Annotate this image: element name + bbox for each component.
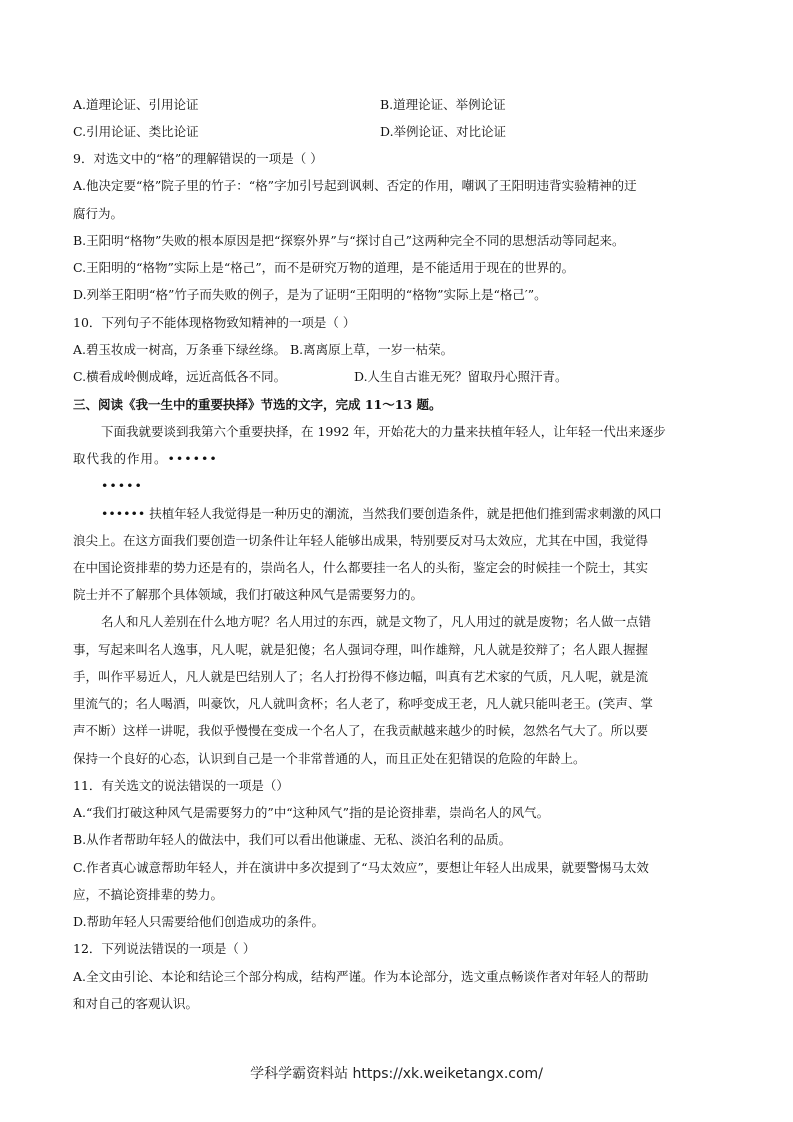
q8-option-c: C.引用论证、类比论证 [73,124,199,139]
q11-option-c-line1: C.作者真心诚意帮助年轻人，并在演讲中多次提到了“马太效应”，要想让年轻人出成果，就要警惕马太效 [73,860,649,875]
q12-option-a-line1: A.全文由引论、本论和结论三个部分构成，结构严谨。作为本论部分，选文重点畅谈作者对年轻人的帮助 [73,969,649,984]
paragraph-2-line1: •••••• 扶植年轻人我觉得是一种历史的潮流，当然我们要创造条件，就是把他们推到需求刺激的风口 [101,506,662,521]
paragraph-3-line5: 声不断）这样一讲呢，我似乎慢慢在变成一个名人了，在我贡献越来越少的时候，忽然名气大了。所以要 [73,723,649,738]
paragraph-1-line2: 取代我的作用。•••••• [73,451,218,466]
q10-option-d: D.人生自古谁无死？留取丹心照汗青。 [354,369,568,384]
q11-option-a: A.“我们打破这种风气是需要努力的”中“这种风气”指的是论资排辈，崇尚名人的风气。 [73,805,550,820]
paragraph-2-line4: 院士并不了解那个具体领域，我们打破这种风气是需要努力的。 [73,587,424,602]
paragraph-3-line2: 事，写起来叫名人逸事，凡人呢，就是犯傻；名人强词夺理，叫作雄辩，凡人就是狡辩了；名人跟人握握 [73,642,649,657]
section-heading: 三、阅读《我一生中的重要抉择》节选的文字，完成 11～13 题。 [73,397,442,412]
q10-options-ab: A.碧玉妆成一树高，万条垂下绿丝绦。 B.离离原上草，一岁一枯荣。 [73,342,454,357]
q10-option-c: C.横看成岭侧成峰，远近高低各不同。 [73,369,287,384]
q9-option-a-line1: A.他决定要“格”院子里的竹子：“格”字加引号起到讽刺、否定的作用，嘲讽了王阳明违背实验精神的迂 [73,178,637,193]
q11-option-c-line2: 应，不搞论资排辈的势力。 [73,887,224,902]
q8-option-b: B.道理论证、举例论证 [380,97,506,112]
ellipsis-line: ••••• [101,478,143,493]
paragraph-2-line2: 浪尖上。在这方面我们要创造一切条件让年轻人能够出成果，特别要反对马太效应，尤其在中国，我觉得 [73,533,649,548]
paragraph-3-line3: 手，叫作平易近人，凡人就是巴结别人了；名人打扮得不修边幅，叫真有艺术家的气质，凡人呢，就是流 [73,669,649,684]
paragraph-1-line1: 下面我就要谈到我第六个重要抉择，在 1992 年，开始花大的力量来扶植年轻人，让年轻一代出来逐步 [101,424,666,439]
q8-option-d: D.举例论证、对比论证 [380,124,507,139]
q11-option-b: B.从作者帮助年轻人的做法中，我们可以看出他谦虚、无私、淡泊名利的品质。 [73,832,512,847]
paragraph-3-line1: 名人和凡人差别在什么地方呢？名人用过的东西，就是文物了，凡人用过的就是废物；名人做一点错 [101,614,652,629]
paragraph-2-line3: 在中国论资排辈的势力还是有的，崇尚名人，什么都要挂一名人的头衔，鉴定会的时候挂一个院士，其实 [73,560,649,575]
q9-option-b: B.王阳明“格物”失败的根本原因是把“探察外界”与“探讨自己”这两种完全不同的思想活动等同起来。 [73,233,625,248]
q12-stem: 12．下列说法错误的一项是（ ） [73,941,256,956]
q9-option-a-line2: 腐行为。 [73,206,124,221]
q11-option-d: D.帮助年轻人只需要给他们创造成功的条件。 [73,914,325,929]
q12-option-a-line2: 和对自己的客观认识。 [73,996,199,1011]
q8-option-a: A.道理论证、引用论证 [73,97,199,112]
q9-stem: 9．对选文中的“格”的理解错误的一项是（ ） [73,151,323,166]
q9-option-c: C.王阳明的“格物”实际上是“格己”，而不是研究万物的道理，是不能适用于现在的世界的。 [73,260,575,275]
q9-option-d: D.列举王阳明“格”竹子而失败的例子，是为了证明“王阳明的“格物”实际上是“格己′”。 [73,287,547,302]
paragraph-3-line6: 保持一个良好的心态，认识到自己是一个非常普通的人，而且正处在犯错误的危险的年龄上。 [73,751,586,766]
q11-stem: 11．有关选文的说法错误的一项是（） [73,778,289,793]
q10-stem: 10．下列句子不能体现格物致知精神的一项是（ ） [73,315,356,330]
paragraph-3-line4: 里流气的；名人喝酒，叫豪饮，凡人就叫贪杯；名人老了，称呼变成王老，凡人就只能叫老王。(笑声、掌 [73,696,653,711]
page-footer: 学科学霸资料站 https://xk.weiketangx.com/ [250,1066,543,1082]
